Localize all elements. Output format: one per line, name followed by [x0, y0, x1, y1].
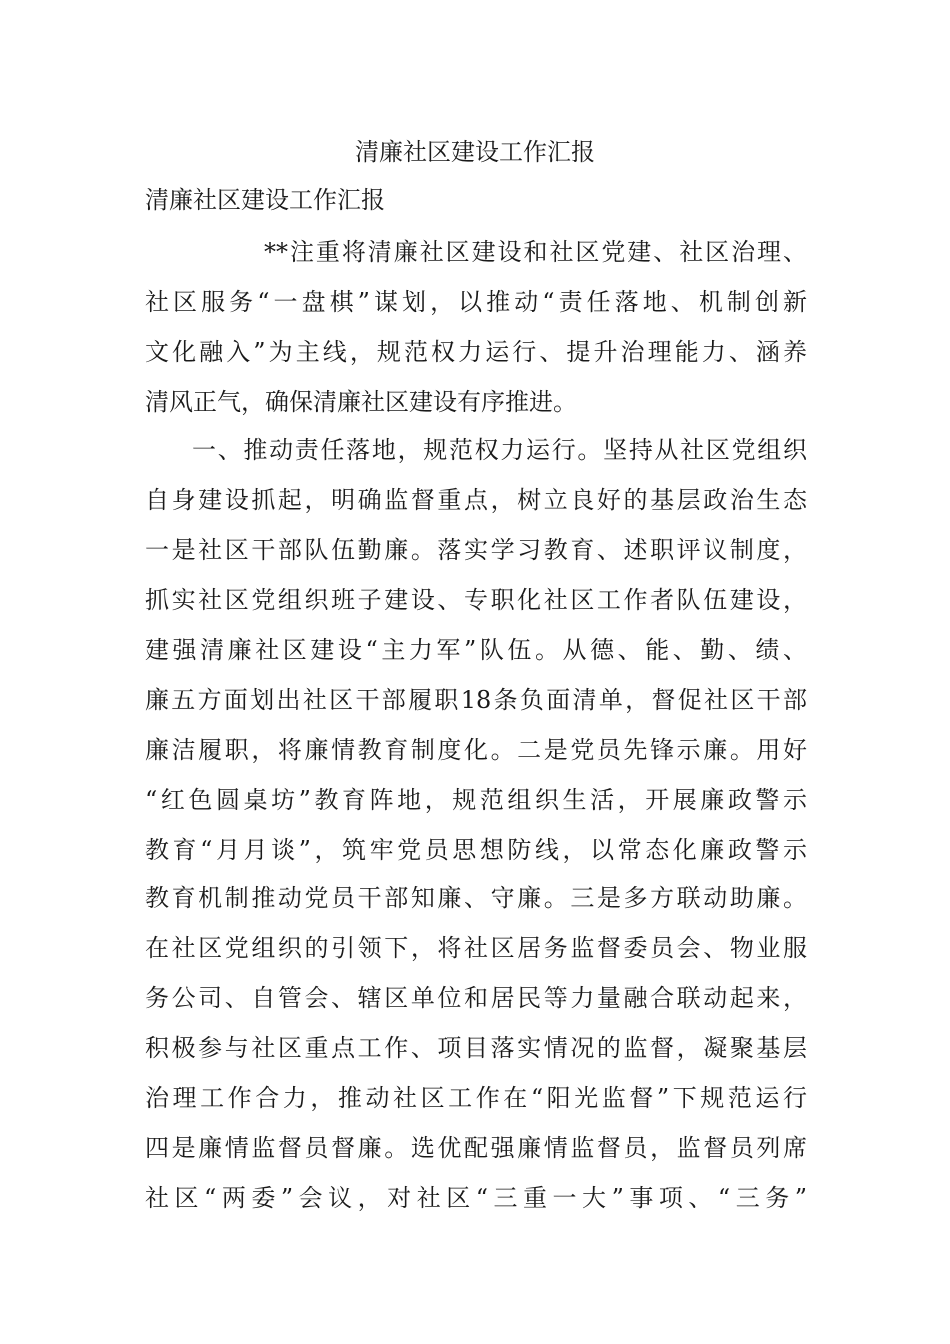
paragraph-line: 清风正气，确保清廉社区建设有序推进。	[145, 388, 577, 416]
paragraph-line: 社区服务“一盘棋”谋划，以推动“责任落地、机制创新	[145, 288, 807, 316]
paragraph-line: 教育“月月谈”，筑牢党员思想防线，以常态化廉政警示	[145, 836, 807, 864]
paragraph-line: 文化融入”为主线，规范权力运行、提升治理能力、涵养	[145, 338, 807, 366]
subtitle-line: 清廉社区建设工作汇报	[145, 186, 385, 214]
paragraph-line: **注重将清廉社区建设和社区党建、社区治理、	[264, 238, 807, 266]
paragraph-line: 四是廉情监督员督廉。选优配强廉情监督员，监督员列席	[145, 1134, 807, 1162]
paragraph-line: 廉五方面划出社区干部履职18条负面清单，督促社区干部	[145, 686, 807, 714]
paragraph-line: 积极参与社区重点工作、项目落实情况的监督，凝聚基层	[145, 1034, 807, 1062]
paragraph-line: 建强清廉社区建设“主力军”队伍。从德、能、勤、绩、	[145, 636, 807, 664]
paragraph-line: 自身建设抓起，明确监督重点，树立良好的基层政治生态	[145, 486, 807, 514]
paragraph-line: 一、推动责任落地，规范权力运行。坚持从社区党组织	[192, 436, 807, 464]
paragraph-line: “红色圆桌坊”教育阵地，规范组织生活，开展廉政警示	[145, 786, 807, 814]
paragraph-line: 治理工作合力，推动社区工作在“阳光监督”下规范运行	[145, 1084, 807, 1112]
document-title: 清廉社区建设工作汇报	[355, 138, 595, 166]
paragraph-line: 一是社区干部队伍勤廉。落实学习教育、述职评议制度，	[145, 536, 807, 564]
paragraph-line: 社区“两委”会议，对社区“三重一大”事项、“三务”	[145, 1184, 807, 1212]
paragraph-line: 务公司、自管会、辖区单位和居民等力量融合联动起来，	[145, 984, 807, 1012]
paragraph-line: 廉洁履职，将廉情教育制度化。二是党员先锋示廉。用好	[145, 736, 807, 764]
paragraph-line: 抓实社区党组织班子建设、专职化社区工作者队伍建设，	[145, 586, 807, 614]
paragraph-line: 教育机制推动党员干部知廉、守廉。三是多方联动助廉。	[145, 884, 807, 912]
paragraph-line: 在社区党组织的引领下，将社区居务监督委员会、物业服	[145, 934, 807, 962]
